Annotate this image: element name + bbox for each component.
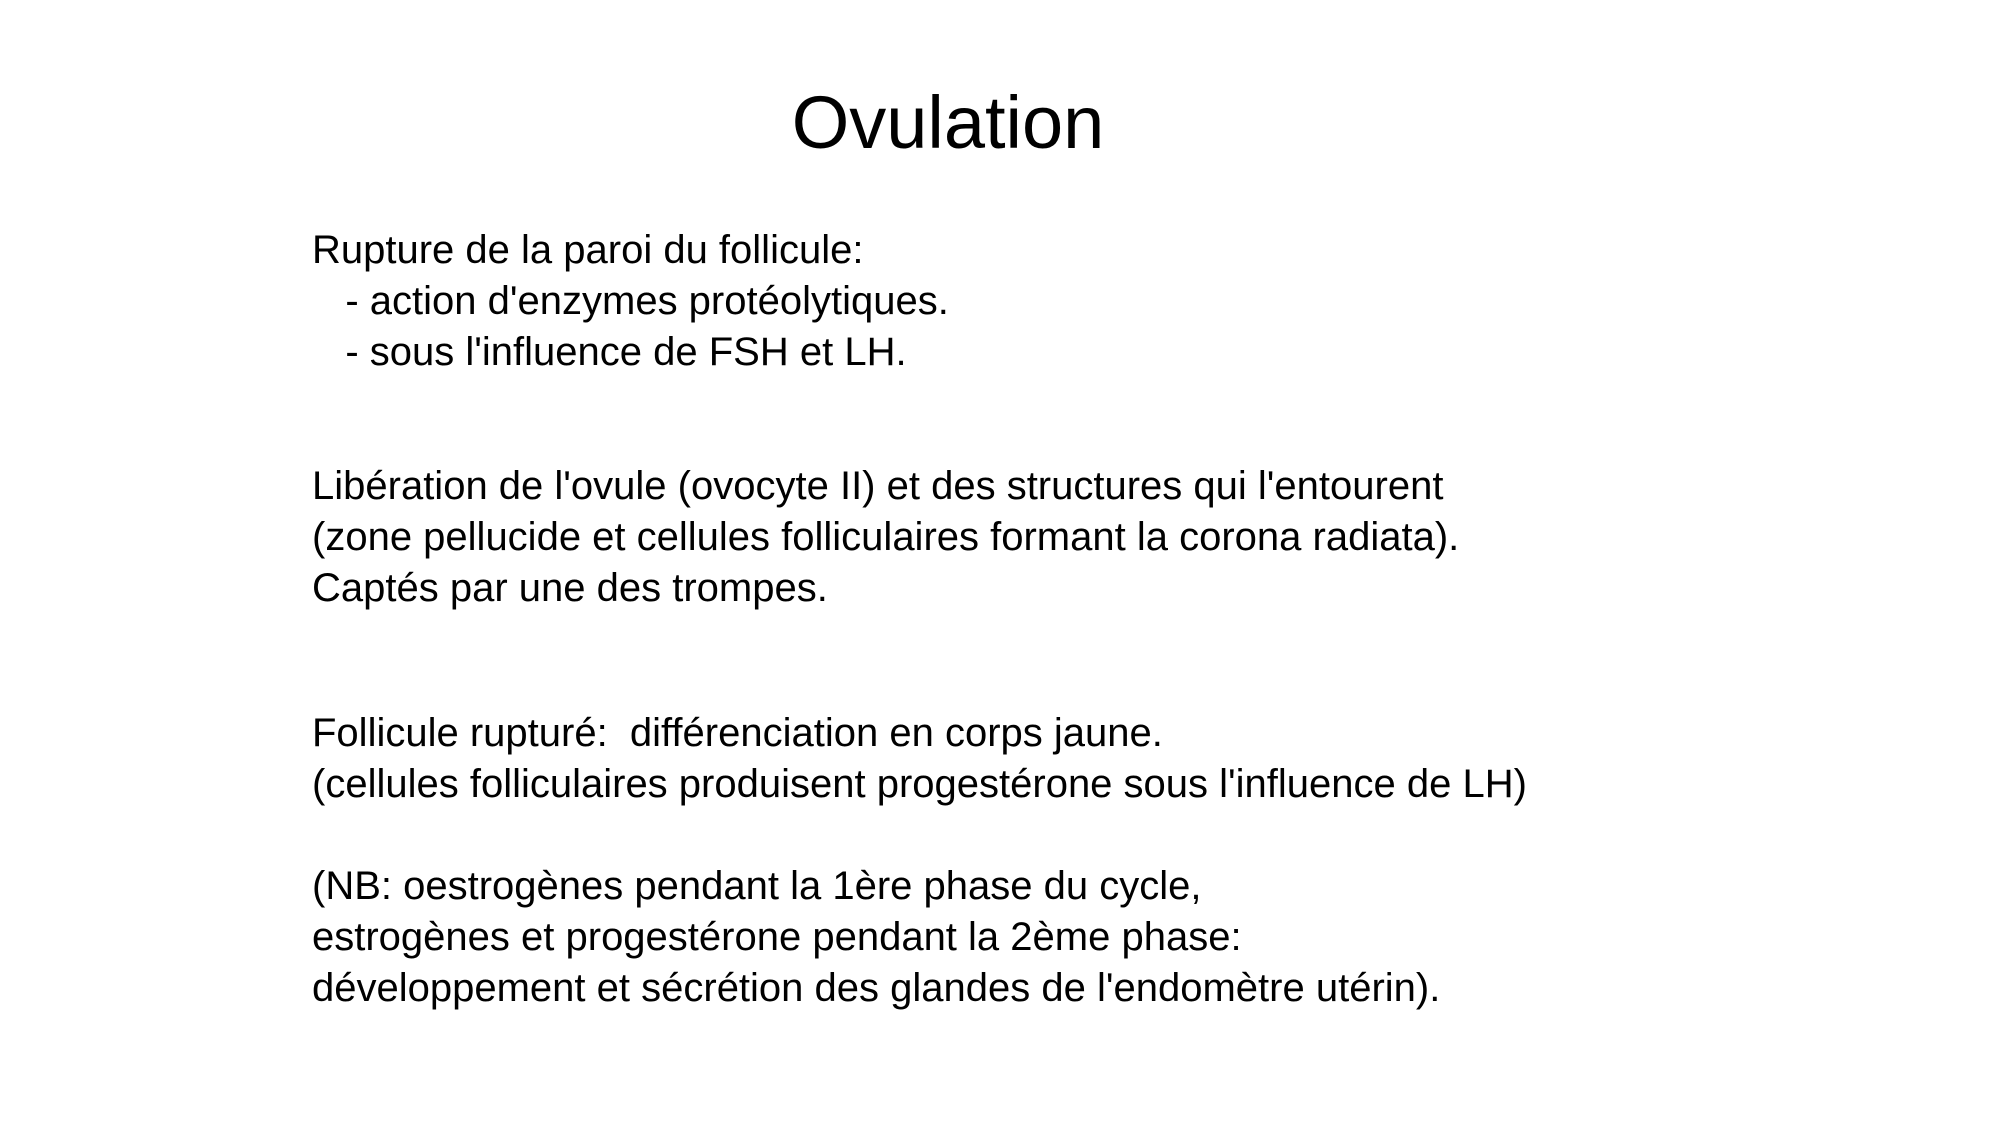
- slide-title: Ovulation: [791, 81, 1105, 164]
- text-block-nb: [312, 861, 1440, 1014]
- text-line: Follicule rupturé: différenciation en corps jaune.: [312, 711, 1163, 755]
- text-block-liberation: [312, 461, 1459, 614]
- text-line: - action d'enzymes protéolytiques.: [312, 279, 949, 323]
- text-line: - sous l'influence de FSH et LH.: [312, 330, 907, 374]
- text-block-rupture: [312, 225, 949, 378]
- text-line: estrogènes et progestérone pendant la 2ème phase:: [312, 915, 1242, 959]
- text-line: Captés par une des trompes.: [312, 566, 828, 610]
- text-line: (cellules folliculaires produisent progestérone sous l'influence de LH): [312, 762, 1527, 806]
- text-line: Libération de l'ovule (ovocyte II) et des structures qui l'entourent: [312, 464, 1444, 508]
- text-block-corps-jaune: [312, 708, 1527, 810]
- text-line: (NB: oestrogènes pendant la 1ère phase du cycle,: [312, 864, 1202, 908]
- text-line: développement et sécrétion des glandes de l'endomètre utérin).: [312, 966, 1441, 1010]
- text-line: (zone pellucide et cellules folliculaires formant la corona radiata).: [312, 515, 1460, 559]
- text-line: Rupture de la paroi du follicule:: [312, 228, 864, 272]
